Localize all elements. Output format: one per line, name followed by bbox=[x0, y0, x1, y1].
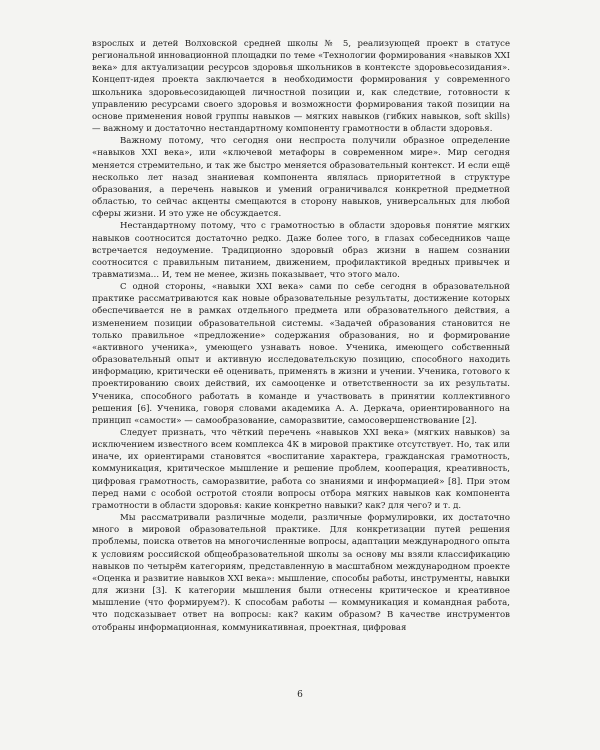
paragraph: С одной стороны, «навыки XXI века» сами по себе сегодня в образовательной практике рассматриваются как новые образовательные результаты, достижение которых обеспечивается не в рамках отдельного предмета или образовательного действия, а изменением позиции образовательной системы. «Задачей образования становится не только правильное «предложение» содержания образования, но и формирование «активного ученика», умеющего узнавать новое. Ученика, имеющего собственный образовательный опыт и активную исследовательскую позицию, способного находить информацию, критически её оценивать, применять в жизни и учении. Ученика, готового к проектированию своих действий, их самооценке и ответственности за их результаты. Ученика, способного работать в команде и участвовать в принятии коллективного решения [6]. Ученика, говоря словами академика А. А. Деркача, ориентированного на принцип «самости» — самообразование, саморазвитие, самосовершенствование [2]. bbox=[92, 282, 510, 426]
page-number: 6 bbox=[297, 690, 303, 700]
paragraph: Мы рассматривали различные модели, различные формулировки, их достаточно много в мировой образовательной практике. Для конкретизации путей решения проблемы, поиска ответов на многочисленные вопросы, адаптации международного опыта к условиям российской общеобразовательной школы за основу мы взяли классификацию навыков по четырём категориям, представленную в масштабном международном проекте «Оценка и развитие навыков XXI века»: мышление, способы работы, инструменты, навыки для жизни [3]. К категории мышления были отнесены критическое и креативное мышление (что формируем?). К способам работы — коммуникация и командная работа, что подсказывает ответ на вопросы: как? каким образом? В качестве инструментов отобраны информационная, коммуникативная, проектная, цифровая bbox=[92, 513, 510, 633]
paragraph-continuation: взрослых и детей Волховской средней школы № 5, реализующей проект в статусе региональной инновационной площадки по теме «Технологии формирования «навыков XXI века» для актуализации ресурсов здоровья школьников в контексте здоровьесозидания». Концепт-идея проекта заключается в необходимости формирования у современного школьника здоровьесозидающей личностной позиции и, как следствие, готовности к управлению ресурсами своего здоровья и возможности формирования такой позиции на основе применения новой группы навыков — мягких навыков (гибких навыков, soft skills) — важному и достаточно нестандартному компоненту грамотности в области здоровья. bbox=[92, 39, 510, 135]
paragraph: Важному потому, что сегодня они неспроста получили образное определение «навыков XXI века», или «ключевой метафоры в современном мире». Мир сегодня меняется стремительно, и так же быстро меняется образовательный контекст. И если ещё несколько лет назад знаниевая компонента являлась приоритетной в структуре образования, а перечень навыков и умений ограничивался конкретной предметной областью, то сейчас акценты смещаются в сторону навыков, универсальных для любой сферы жизни. И это уже не обсуждается. bbox=[92, 136, 510, 220]
body-text bbox=[92, 38, 510, 634]
paragraph: Следует признать, что чёткий перечень «навыков XXI века» (мягких навыков) за исключением известного всем комплекса 4К в мировой практике отсутствует. Но, так или иначе, их ориентирами становятся «воспитание характера, гражданская грамотность, коммуникация, критическое мышление и решение проблем, кооперация, креативность, цифровая грамотность, саморазвитие, работа со знаниями и информацией» [8]. При этом перед нами с особой остротой стояли вопросы отбора мягких навыков как компонента грамотности в области здоровья: какие конкретно навыки? как? для чего? и т. д. bbox=[92, 428, 510, 511]
paragraph: Нестандартному потому, что с грамотностью в области здоровья понятие мягких навыков соотносится достаточно редко. Даже более того, в глазах собеседников чаще встречается недоумение. Традиционно здоровый образ жизни в нашем сознании соотносится с правильным питанием, движением, профилактикой вредных привычек и травматизма… И, тем не менее, жизнь показывает, что этого мало. bbox=[92, 221, 510, 280]
